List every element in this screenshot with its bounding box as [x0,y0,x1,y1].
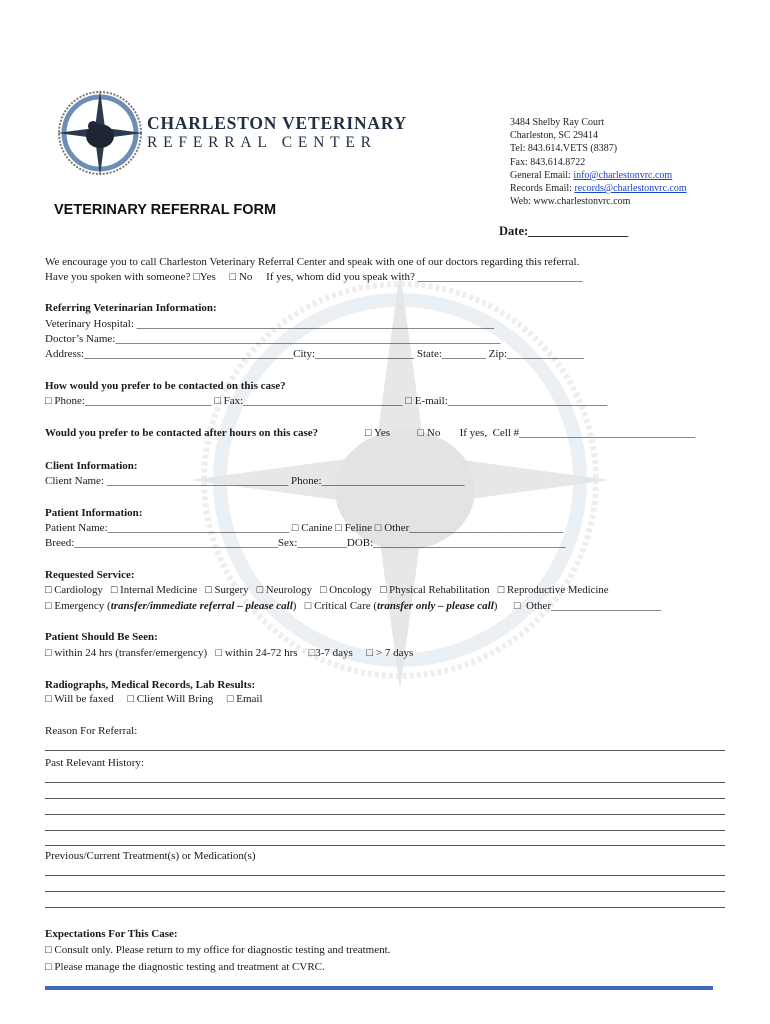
seen-options[interactable]: □ within 24 hrs (transfer/emergency) □ within 24-72 hrs □3-7 days □ > 7 days [45,647,414,659]
expectation-option-2[interactable]: □ Please manage the diagnostic testing and treatment at CVRC. [45,961,325,973]
contact-pref-heading: How would you prefer to be contacted on this case? [45,380,286,392]
emergency-e: ) □ Other____________________ [493,600,662,612]
contact-pref-options[interactable]: □ Phone:_______________________ □ Fax:_____________________________ □ E-mail:_____________________________ [45,395,608,407]
treatment-label: Previous/Current Treatment(s) or Medication(s) [45,850,256,862]
emergency-a: □ Emergency ( [45,600,111,612]
contact-block [510,116,687,208]
spoken-with-someone[interactable]: Have you spoken with someone? □Yes □ No If yes, whom did you speak with? ______________________________ [45,271,583,283]
clinic-logo [55,88,145,178]
after-hours-options[interactable]: □ Yes □ No If yes, Cell #________________________________ [365,427,696,439]
emergency-c: ) □ Critical Care ( [292,600,378,612]
records-heading: Radiographs, Medical Records, Lab Results: [45,679,256,691]
date-field[interactable]: Date:________________ [499,224,629,238]
records-options[interactable]: □ Will be faxed □ Client Will Bring □ Email [45,693,263,705]
critical-care-note: transfer only – please call [377,600,494,612]
history-line-5[interactable] [45,845,725,846]
service-heading: Requested Service: [45,569,135,581]
brand-line-2: REFERRAL CENTER [147,134,377,151]
form-title: VETERINARY REFERRAL FORM [54,202,277,218]
website: Web: www.charlestonvrc.com [510,196,631,208]
reason-line-1[interactable] [45,750,725,751]
telephone: Tel: 843.614.VETS (8387) [510,143,618,155]
after-hours-question: Would you prefer to be contacted after hours on this case? [45,427,319,439]
expectations-heading: Expectations For This Case: [45,928,178,940]
address-line-2: Charleston, SC 29414 [510,130,599,142]
expectation-option-1[interactable]: □ Consult only. Please return to my office for diagnostic testing and treatment. [45,944,391,956]
history-line-2[interactable] [45,798,725,799]
treatment-line-3[interactable] [45,907,725,908]
patient-breed-sex-dob[interactable]: Breed:_____________________________________Sex:_________DOB:___________________________________ [45,537,566,549]
general-email-link[interactable]: info@charlestonvrc.com [573,169,673,181]
records-email-label: Records Email: [510,183,575,195]
intro-line-1: We encourage you to call Charleston Veterinary Referral Center and speak with one of our doctors regarding this referral. [45,256,580,268]
address-line-1: 3484 Shelby Ray Court [510,117,605,128]
general-email-label: General Email: [510,169,574,181]
history-line-4[interactable] [45,830,725,831]
seen-heading: Patient Should Be Seen: [45,631,158,643]
footer-bar [45,986,713,990]
patient-name-species[interactable]: Patient Name:_________________________________ □ Canine □ Feline □ Other____________________________ [45,522,564,534]
records-email-row [510,182,687,195]
emergency-note: transfer/immediate referral – please call [110,600,293,612]
client-heading: Client Information: [45,460,138,472]
patient-heading: Patient Information: [45,507,143,519]
service-options[interactable]: □ Cardiology □ Internal Medicine □ Surgery □ Neurology □ Oncology □ Physical Rehabilitation □ Reproductive Medicine [45,584,609,596]
treatment-line-1[interactable] [45,875,725,876]
address-field[interactable]: Address:______________________________________City:__________________ State:________ Zip:______________ [45,348,584,360]
history-line-3[interactable] [45,814,725,815]
general-email-row [510,169,687,182]
fax-number: Fax: 843.614.8722 [510,156,586,168]
treatment-line-2[interactable] [45,891,725,892]
brand-line-1: CHARLESTON VETERINARY [147,113,408,133]
emergency-options[interactable] [45,599,661,613]
client-fields[interactable]: Client Name: _________________________________ Phone:__________________________ [45,475,465,487]
history-line-1[interactable] [45,782,725,783]
records-email-link[interactable]: records@charlestonvrc.com [574,183,687,195]
reason-label: Reason For Referral: [45,725,138,737]
hospital-field[interactable]: Veterinary Hospital: _________________________________________________________________ [45,318,495,330]
history-label: Past Relevant History: [45,757,144,769]
doctor-field[interactable]: Doctor’s Name:______________________________________________________________________ [45,333,501,345]
referring-heading: Referring Veterinarian Information: [45,302,217,314]
